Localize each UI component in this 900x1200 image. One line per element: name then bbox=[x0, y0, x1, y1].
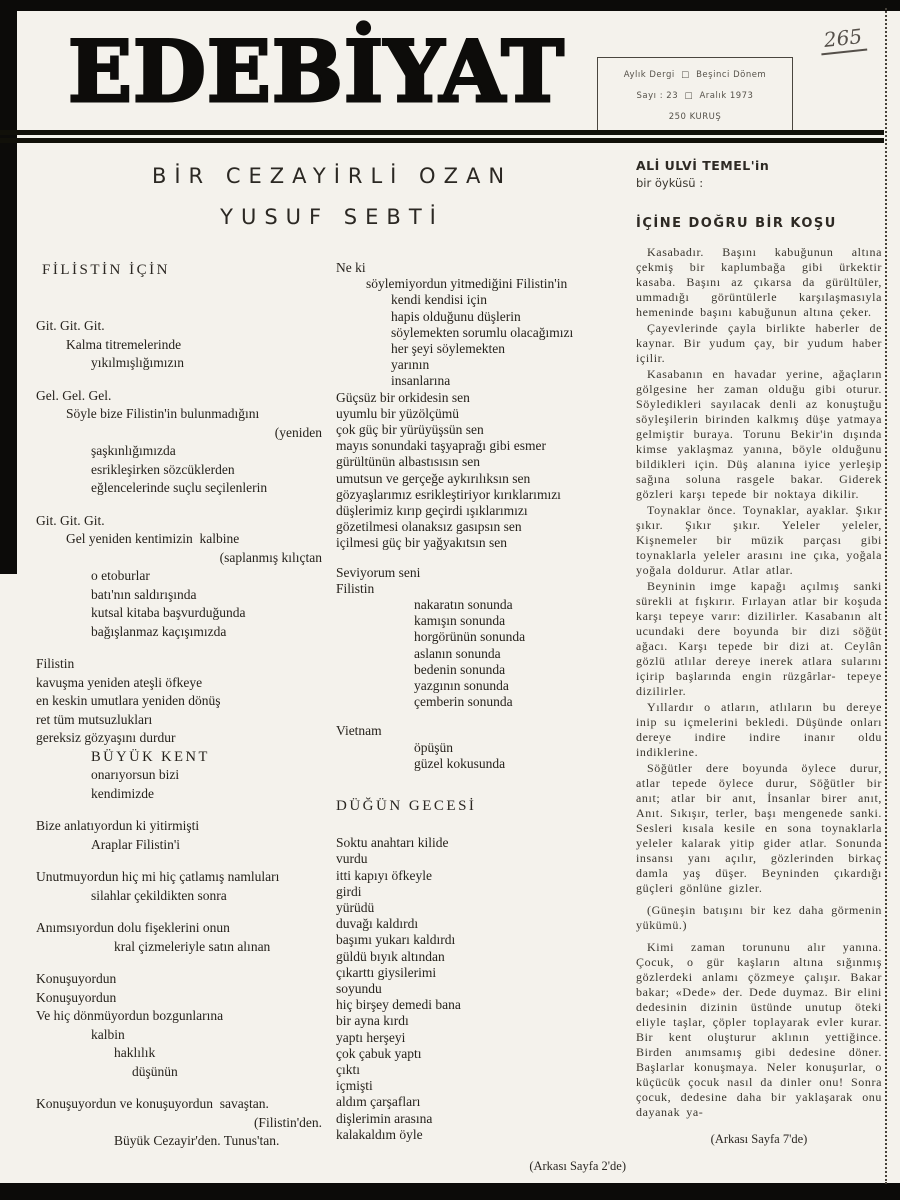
poem-line: kalakaldım öyle bbox=[336, 1126, 423, 1142]
poem-line: düşlerimiz kırıp geçirdi ışıklarımızı bbox=[336, 503, 528, 519]
poem-line: Soktu anahtarı kilide bbox=[336, 835, 449, 851]
poem-line: başımı yukarı kaldırdı bbox=[336, 932, 456, 948]
feature-title-block bbox=[36, 158, 628, 250]
feature-title: BİR CEZAYİRLİ OZAN bbox=[151, 164, 513, 188]
poem-line: yaptı herşeyi bbox=[336, 1029, 406, 1045]
poem-line: esrikleşirken sözcüklerden bbox=[91, 461, 235, 477]
poem-line: haklılık bbox=[114, 1045, 156, 1060]
poem-line: gözyaşlarımız esrikleştiriyor kırıklarımızı bbox=[336, 486, 561, 502]
poem-line: (Filistin'den. bbox=[253, 1114, 322, 1130]
poem-line bbox=[36, 373, 336, 387]
poem-line: (saplanmış kılıçtan bbox=[219, 549, 322, 565]
poem-line: mayıs sonundaki taşyaprağı gibi esmer bbox=[336, 438, 546, 454]
poem-line: duvağı kaldırdı bbox=[336, 916, 419, 932]
page-border-bottom bbox=[0, 1183, 900, 1200]
poem-line: kutsal kitaba başvurduğunda bbox=[91, 605, 246, 620]
story-paragraph: Kasabadır. Başını kabuğunun altına çekmiş bir kaplumbağa gibi ürkektir kasaba. Başını az çıkarsa da gürültüler, ummadığı görüntülerle karşılaşmasıyla hemeninde başını kabuğunun altına çeker. bbox=[636, 245, 882, 319]
poem-line bbox=[336, 710, 628, 723]
poem-line: soyundu bbox=[336, 980, 382, 996]
poem-line: vurdu bbox=[336, 851, 368, 867]
poem-line bbox=[36, 1081, 336, 1095]
poem-line: Konuşuyordun bbox=[36, 971, 117, 986]
poem-line: kral çizmeleriyle satın alınan bbox=[114, 938, 271, 954]
poem-line: dişlerimin arasına bbox=[336, 1110, 433, 1126]
poem-line bbox=[36, 854, 336, 868]
issue-info-line: Aylık Dergi □ Beşinci Dönem bbox=[623, 70, 767, 80]
poem-line: yürüdü bbox=[336, 899, 375, 915]
poem-line: BÜYÜK KENT bbox=[91, 748, 210, 765]
poem-line: Git. Git. Git. bbox=[36, 512, 105, 528]
poem-line: o etoburlar bbox=[91, 568, 150, 583]
poem-line: gözetilmesi olanaksız gasıpsın sen bbox=[336, 519, 522, 535]
poem-line: Filistin bbox=[36, 656, 75, 671]
poem-line: Filistin bbox=[336, 580, 375, 596]
poem-line: nakaratın sonunda bbox=[414, 597, 513, 613]
poem-line: onarıyorsun bizi bbox=[91, 767, 180, 782]
poem-line: güzel kokusunda bbox=[414, 755, 506, 771]
poem-line: kalbin bbox=[91, 1026, 125, 1042]
magazine-title: EDEBİYAT bbox=[68, 22, 565, 121]
poem-line: aldım çarşafları bbox=[336, 1094, 421, 1110]
poem-line bbox=[36, 803, 336, 817]
poem-line: hiç birşey demedi bana bbox=[336, 997, 461, 1013]
poem-heading-dugun-gecesi: DÜĞÜN GECESİ bbox=[336, 798, 477, 815]
story-paragraph: Yıllardır o atların, atlıların bu dereye inip su içmelerini bekledi. Düşünde onları dereye indire indire inanır oldu indiklerine. bbox=[636, 700, 882, 759]
poem-line: yazgının sonunda bbox=[414, 678, 509, 694]
poem-line: düşünün bbox=[132, 1063, 178, 1079]
story-paragraph: Söğütler dere boyunda öylece durur, atlar tepede öylece durur, Söğütler bir anıt; atlar bir anıt, İnsanlar birer anıt, Anıt. Sıkışır, terler, başı mengenede sanki. Sesleri kısala kesile en sona toynaklarla yeleler kalarak yitip gider atlar. Sonunda insansı yanı açılır, gözlerinden birkaç damla yaş düşer. Beyninden çıkardığı güçleri gönlüne gizler. bbox=[636, 761, 882, 895]
feature-author: YUSUF SEBTİ bbox=[220, 205, 444, 229]
poem-line: uyumlu bir yüzölçümü bbox=[336, 405, 459, 421]
poem-line: Söyle bize Filistin'in bulunmadığını bbox=[66, 406, 260, 421]
poem-line: Ve hiç dönmüyordun bozgunlarına bbox=[36, 1008, 224, 1023]
poem-line: çıkarttı giysilerimi bbox=[336, 964, 437, 980]
poem-column-middle bbox=[336, 250, 628, 1174]
poem-line: kamışın sonunda bbox=[414, 613, 506, 629]
poem-line bbox=[36, 498, 336, 512]
poem-line: içilmesi güç bir yağyakıtsın sen bbox=[336, 535, 507, 551]
poem-line: Ne ki bbox=[336, 260, 366, 275]
poem-line: Seviyorum seni bbox=[336, 564, 421, 580]
poem-line: insanlarına bbox=[391, 373, 451, 389]
poem-line: Araplar Filistin'i bbox=[91, 836, 181, 852]
poem-line: güldü bıyık altından bbox=[336, 948, 445, 964]
poem-line: en keskin umutlara yeniden dönüş bbox=[36, 693, 221, 708]
poem-line: Vietnam bbox=[336, 723, 382, 739]
poem-section bbox=[36, 158, 628, 1183]
poem-line bbox=[36, 905, 336, 919]
story-paragraph: Beyninin imge kapağı açılmış sanki sürekli at fışkırır. Fırlayan atlar bir koşuda karşı tepeye varır: dizilirler. Kasabanın alt ucundaki dere boyunda bir dizi söğüt ağacı. Karşı tepede bir dizi at. Ceylân gözlü atlılar dereye inerek atlara sularını içirip başlarında engin rüzgârlar- tepeye dizilirler. bbox=[636, 579, 882, 698]
poem-line: Konuşuyordun ve konuşuyordun savaştan. bbox=[36, 1096, 269, 1111]
poem-line: hapis olduğunu düşlerin bbox=[391, 308, 521, 324]
story-paragraph: Kasabanın en havadar yerine, ağaçların gölgesine her zaman olduğu gibi oturur. Söyledikleri sayılacak denli az konuştuğu söyleşilerin birinden kalkmış düşe yatmaya gelmiştir buraya. Torunu Bekir'in dışında kimse yaklaşmaz yanına, böyle olduğunu bildikleri için. Düş alanına iyice yerleşip sağına soluna rasgele bakar. Giderek gözleri karşı tepede bir noktaya dikilir. bbox=[636, 367, 882, 501]
poem-line bbox=[36, 956, 336, 970]
poem-line: içmişti bbox=[336, 1078, 373, 1094]
story-paragraph: Kimi zaman torununu alır yanına. Çocuk, o gür kaşların altına sığınmış gözlerdeki anlamı çözmeye çalışır. Bakar bakar; «Dede» der. Dede duymaz. Bir elini dedesinin dizinin üstünde unutup öteki eliyle taşlar, çöpler toplayarak evler kurar. Bir kent oluşturur aklının yettiğince. Birden anımsamış gibi dedesine döner. Başlarlar konuşmaya. Neler konuşurlar, o küçücük çocuk nasıl da dinler onu! Sonra çocuk, dedesine daha bir yaklaşarak onu dayanak ya- bbox=[636, 940, 882, 1119]
poem-line: her şeyi söylemekten bbox=[391, 341, 505, 357]
issue-info-line: Sayı : 23 □ Aralık 1973 bbox=[636, 91, 754, 101]
poem-line: çemberin sonunda bbox=[414, 694, 513, 710]
story-paragraph: (Güneşin batışını bir kez daha görmenin yükümü.) bbox=[636, 903, 882, 932]
continuation-note-middle: (Arkası Sayfa 2'de) bbox=[529, 1158, 626, 1173]
poem-line: kendimizde bbox=[91, 785, 154, 801]
poem-line: Unutmuyordun hiç mi hiç çatlamış namluları bbox=[36, 869, 280, 884]
poem-line: söylemiyordun yitmediğini Filistin'in bbox=[366, 276, 568, 292]
poem-line: Gel yeniden kentimizin kalbine bbox=[66, 531, 240, 546]
handwritten-page-number: 265 bbox=[819, 24, 868, 56]
story-body bbox=[636, 245, 882, 1120]
poem-filistin-icin-continued bbox=[336, 260, 628, 772]
poem-line: Kalma titremelerinde bbox=[66, 336, 182, 352]
poem-column-left bbox=[36, 250, 336, 1174]
poem-line bbox=[336, 552, 628, 565]
poem-line: batı'nın saldırışında bbox=[91, 586, 197, 602]
poem-line: umutsun ve gerçeğe aykırılıksın sen bbox=[336, 470, 531, 486]
poem-heading-filistin-icin: FİLİSTİN İÇİN bbox=[42, 262, 170, 278]
page-content bbox=[0, 158, 900, 1183]
poem-line: çıktı bbox=[336, 1061, 360, 1077]
poem-line: bedenin sonunda bbox=[414, 661, 506, 677]
poem-line: (yeniden bbox=[274, 424, 322, 440]
poem-line: Anımsıyordun dolu fişeklerini onun bbox=[36, 920, 230, 935]
poem-line: itti kapıyı öfkeyle bbox=[336, 867, 432, 883]
story-kicker: bir öyküsü : bbox=[636, 176, 704, 190]
masthead-double-rule bbox=[0, 130, 884, 143]
poem-line: Güçsüz bir orkidesin sen bbox=[336, 389, 470, 405]
continuation-note-right: (Arkası Sayfa 7'de) bbox=[710, 1132, 808, 1146]
poem-line bbox=[36, 641, 336, 655]
poem-line: çok çabuk yaptı bbox=[336, 1045, 422, 1061]
poem-line: gürültünün albastısısın sen bbox=[336, 454, 480, 470]
poem-line: girdi bbox=[336, 883, 362, 899]
poem-line: bağışlanmaz kaçışımızda bbox=[91, 623, 227, 639]
poem-line: şaşkınlığımızda bbox=[91, 443, 176, 458]
poem-line: Gel. Gel. Gel. bbox=[36, 387, 112, 403]
poem-line: kendi kendisi için bbox=[391, 292, 487, 308]
poem-line: yarının bbox=[391, 357, 430, 373]
story-paragraph: Toynaklar önce. Toynaklar, ayaklar. Şıkır şıkır. Şıkır şıkır. Yeleler yeleler, Kişnemeler bir müzik parçası gibi toynaklarla yeleler arasını ine çıka, yoğala yoğala doldurur. Atlar atlar. bbox=[636, 503, 882, 577]
story-column bbox=[636, 158, 882, 1183]
poem-line: bir ayna kırdı bbox=[336, 1013, 409, 1029]
poem-line: söylemekten sorumlu olacağımızı bbox=[391, 324, 574, 340]
poem-line: çok güç bir yürüyüşsün sen bbox=[336, 422, 484, 438]
poem-line: Büyük Cezayir'den. Tunus'tan. bbox=[114, 1133, 280, 1148]
poem-dugun-gecesi bbox=[336, 835, 628, 1143]
poem-filistin-icin bbox=[36, 317, 336, 1151]
poem-line: ret tüm mutsuzlukları bbox=[36, 711, 153, 727]
poem-line: horgörünün sonunda bbox=[414, 629, 526, 645]
issue-info-line: 250 KURUŞ bbox=[668, 112, 722, 122]
poem-line: öpüşün bbox=[414, 739, 454, 755]
poem-line: eğlencelerinde suçlu seçilenlerin bbox=[91, 480, 268, 495]
story-title: İÇİNE DOĞRU BİR KOŞU bbox=[636, 216, 837, 231]
poem-columns bbox=[36, 250, 628, 1174]
story-paragraph: Çayevlerinde çayla birlikte haberler de kaynar. Bir yudum çay, bir yudum haber içilir. bbox=[636, 321, 882, 365]
page-border-top bbox=[0, 0, 900, 11]
story-author: ALİ ULVİ TEMEL'in bbox=[636, 158, 770, 173]
poem-line: Konuşuyordun bbox=[36, 989, 117, 1005]
poem-line: Bize anlatıyordun ki yitirmişti bbox=[36, 818, 200, 833]
poem-line: aslanın sonunda bbox=[414, 645, 501, 661]
poem-line: kavuşma yeniden ateşli öfkeye bbox=[36, 674, 203, 690]
issue-info-box bbox=[597, 57, 793, 131]
poem-line: silahlar çekildikten sonra bbox=[91, 887, 227, 903]
poem-line: Git. Git. Git. bbox=[36, 318, 105, 333]
poem-line: yıkılmışlığımızın bbox=[91, 355, 185, 370]
poem-line: gereksiz gözyaşını durdur bbox=[36, 730, 176, 745]
